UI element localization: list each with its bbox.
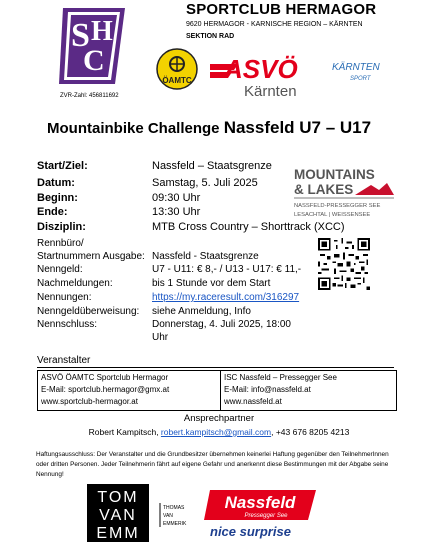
detail-label-nachmeldungen: Nachmeldungen:	[37, 278, 113, 289]
contact-email-link[interactable]: robert.kampitsch@gmail.com	[160, 427, 272, 437]
svg-text:SPORT: SPORT	[350, 76, 371, 82]
detail-value-nachmeldungen: bis 1 Stunde vor dem Start	[152, 278, 271, 289]
svg-text:nice surprise: nice surprise	[210, 524, 291, 539]
contact-phone: , +43 676 8205 4213	[271, 427, 350, 437]
detail-value-startnummern-ausgabe: Nassfeld - Staatsgrenze	[152, 251, 259, 262]
svg-text:KÄRNTEN: KÄRNTEN	[332, 62, 380, 73]
svg-text:THOMAS: THOMAS	[163, 505, 185, 511]
organizer-left-name: ASVÖ ÖAMTC Sportclub Hermagor	[41, 373, 169, 382]
detail-value-start-ziel: Nassfeld – Staatsgrenze	[152, 160, 272, 172]
detail-value-ende: 13:30 Uhr	[152, 206, 201, 218]
detail-value-nennschluss: Donnerstag, 4. Juli 2025, 18:00	[152, 319, 291, 330]
svg-text:C: C	[83, 44, 105, 77]
club-section: SEKTION RAD	[186, 33, 235, 40]
svg-text:EMM: EMM	[96, 525, 140, 542]
organizer-divider	[37, 367, 394, 368]
detail-label-start-ziel: Start/Ziel:	[37, 160, 88, 172]
organizer-right-name: ISC Nassfeld – Pressegger See	[224, 373, 337, 382]
svg-text:NASSFELD-PRESSEGGER SEE: NASSFELD-PRESSEGGER SEE	[294, 203, 381, 209]
sportclub-hermagor-logo	[55, 2, 131, 90]
event-title	[47, 118, 371, 138]
organizer-table	[37, 370, 397, 411]
svg-text:Kärnten: Kärnten	[244, 83, 297, 98]
event-title-part1: Mountainbike Challenge	[47, 120, 224, 137]
mountains-lakes-logo	[293, 165, 395, 223]
svg-text:Nassfeld: Nassfeld	[224, 493, 296, 512]
kaernten-sport-logo	[330, 58, 380, 84]
organizer-left-email: E-Mail: sportclub.hermagor@gmx.at	[41, 385, 170, 394]
svg-text:ASVÖ: ASVÖ	[224, 54, 298, 84]
svg-text:S: S	[71, 17, 90, 54]
detail-value-datum: Samstag, 5. Juli 2025	[152, 177, 258, 189]
detail-label-rennb-ro: Rennbüro/	[37, 238, 84, 249]
detail-value-nenngeld-berweisung: siehe Anmeldung, Info	[152, 306, 251, 317]
detail-label-beginn: Beginn:	[37, 192, 78, 204]
detail-label-disziplin: Disziplin:	[37, 221, 86, 233]
liability-disclaimer: Haftungsausschluss: Der Veranstalter und die Grundbesitzer übernehmen keinerlei Haftung gegenüber den TeilnehmerInnen oder dritten Personen. Jeder Teilnehmerin fährt auf eigene Gefahr und anerkennt diese Bestimmungen mit der Abgabe seine Nennung!	[36, 451, 389, 478]
detail-label-nenngeld: Nenngeld:	[37, 264, 83, 275]
organizer-right	[221, 371, 340, 409]
tom-van-emm-logo	[87, 484, 149, 542]
oamtc-logo	[155, 47, 199, 91]
detail-label-ende: Ende:	[37, 206, 68, 218]
svg-text:EMMERIK: EMMERIK	[163, 521, 187, 527]
detail-label-nennschluss: Nennschluss:	[37, 319, 98, 330]
detail-label-nenngeld-berweisung: Nenngeldüberweisung:	[37, 306, 140, 317]
nennschluss-continuation: Uhr	[152, 332, 169, 343]
detail-value-beginn: 09:30 Uhr	[152, 192, 201, 204]
organizer-left	[38, 371, 172, 409]
organizer-heading: Veranstalter	[37, 355, 91, 366]
zvr-number: ZVR-Zahl: 456811692	[60, 93, 119, 99]
thomas-van-emmerik-logo	[159, 501, 191, 529]
detail-label-datum: Datum:	[37, 177, 75, 189]
nassfeld-logo	[204, 486, 320, 542]
svg-text:VAN: VAN	[99, 507, 137, 524]
svg-text:VAN: VAN	[163, 513, 173, 519]
asvo-kaernten-logo	[208, 50, 316, 98]
svg-text:MOUNTAINS: MOUNTAINS	[294, 167, 375, 182]
svg-text:LESACHTAL | WEISSENSEE: LESACHTAL | WEISSENSEE	[294, 212, 371, 218]
detail-label-nennungen: Nennungen:	[37, 292, 92, 303]
contact-name: Robert Kampitsch,	[88, 427, 161, 437]
svg-text:Pressegger See: Pressegger See	[244, 513, 288, 519]
event-title-part2: Nassfeld U7 – U17	[223, 118, 372, 137]
club-address: 9620 HERMAGOR - KARNISCHE REGION – KÄRNTEN	[186, 21, 363, 28]
contact-heading: Ansprechpartner	[183, 413, 255, 424]
svg-text:H: H	[91, 16, 113, 47]
registration-qr-code	[318, 238, 370, 290]
svg-text:TOM: TOM	[97, 489, 139, 506]
svg-text:& LAKES: & LAKES	[294, 182, 354, 197]
detail-value-nennungen[interactable]: https://my.raceresult.com/316297	[152, 292, 300, 303]
organizer-right-website: www.nassfeld.at	[224, 397, 282, 406]
organizer-left-website: www.sportclub-hermagor.at	[41, 397, 138, 406]
club-name: SPORTCLUB HERMAGOR	[186, 1, 377, 18]
detail-label-startnummern-ausgabe: Startnummern Ausgabe:	[37, 251, 145, 262]
detail-value-nenngeld: U7 - U11: € 8,- / U13 - U17: € 11,-	[152, 264, 302, 275]
detail-value-disziplin: MTB Cross Country – Shorttrack (XCC)	[152, 221, 345, 233]
organizer-right-email: E-Mail: info@nassfeld.at	[224, 385, 311, 394]
contact-line	[0, 427, 438, 437]
svg-text:ÖAMTC: ÖAMTC	[162, 76, 192, 85]
